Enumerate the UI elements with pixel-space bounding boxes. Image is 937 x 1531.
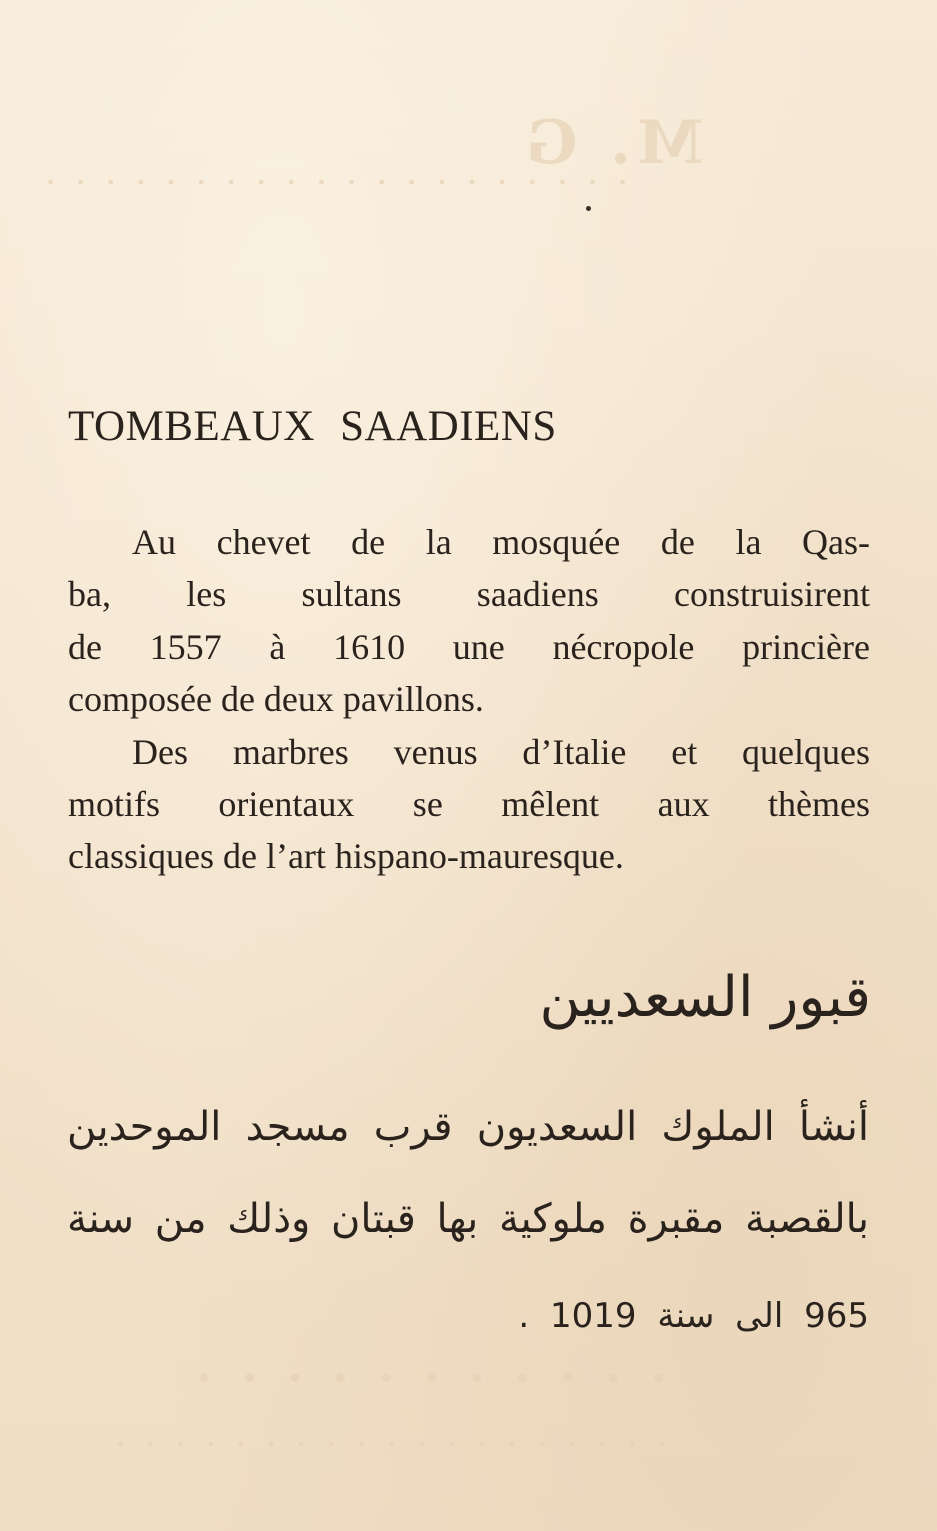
french-line: de 1557 à 1610 une nécropole princière xyxy=(68,626,870,667)
arabic-line: بالقصبة مقبرة ملوكية بها قبتان وذلك من سنة xyxy=(67,1196,869,1242)
french-description xyxy=(68,516,870,883)
french-line: classiques de l’art hispano-mauresque. xyxy=(68,836,624,877)
arabic-line: أنشأ الملوك السعديون قرب مسجد الموحدين xyxy=(67,1104,869,1150)
french-line: motifs orientaux se mêlent aux thèmes xyxy=(68,784,870,825)
arabic-title: قبور السعديين xyxy=(539,965,871,1030)
ink-dot xyxy=(586,206,591,211)
bleed-through-text: · · · · · · · · · · · · · · · · · · · · xyxy=(40,168,628,198)
bleed-through-text: M. G xyxy=(520,108,704,178)
french-line: composée de deux pavillons. xyxy=(68,679,484,720)
bleed-through-text: · · · · · · · · · · · · · · · · · · · xyxy=(110,1430,667,1460)
french-line: Au chevet de la mosquée de la Qas- xyxy=(132,522,870,562)
arabic-line: 965 الى سنة 1019 . xyxy=(518,1296,869,1336)
french-line: ba, les sultans saadiens construisirent xyxy=(68,574,870,615)
page-title: TOMBEAUX SAADIENS xyxy=(68,403,557,450)
bleed-through-text: · · · · · · · · · · · xyxy=(190,1350,667,1406)
french-line: Des marbres venus d’Italie et quelques xyxy=(132,731,870,772)
